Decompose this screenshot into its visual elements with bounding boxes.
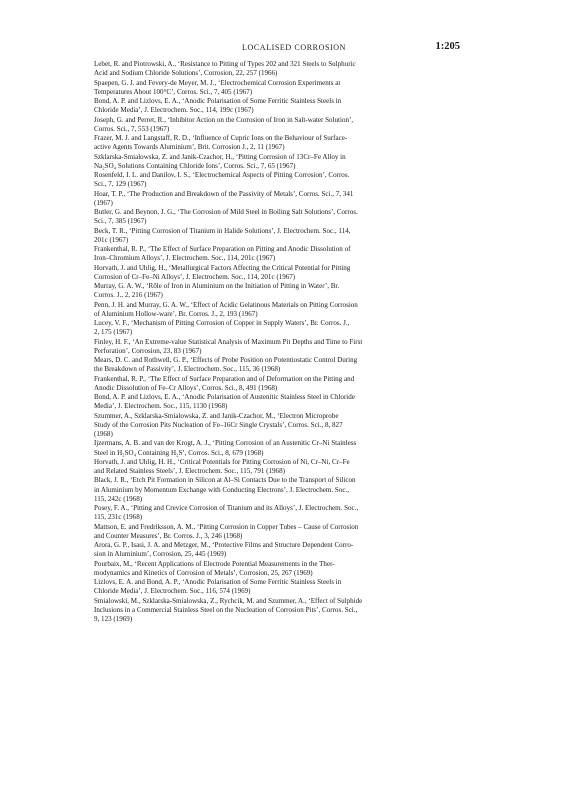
reference-line: Lebet, R. and Piotrowski, A., ‘Resistance to Pitting of Types 202 and 321 Steels to Sulphuric xyxy=(94,60,356,68)
reference-line: Corrosion of Cr–Fe–Ni Alloys’, J. Electrochem. Soc., 114, 201c (1967) xyxy=(94,272,296,281)
reference-line: Study of the Corrosion Pits Nucleation of Fe–16Cr Single Crystals’, Corros. Sci., 8, 827 xyxy=(94,420,343,429)
reference-item xyxy=(94,208,460,227)
reference-line: 201c (1967) xyxy=(94,235,129,244)
reference-line: Bond, A. P. and Lizlovs, E. A., ‘Anodic Polarisation of Some Ferritic Stainless Steels in xyxy=(94,97,342,105)
reference-line: the Breakdown of Passivity’, J. Electrochem. Soc., 115, 36 (1968) xyxy=(94,365,281,374)
reference-line: Smialowski, M., Szklarska-Smialowska, Z., Rychcik, M. and Szummer, A., ‘Effect of Sulphide xyxy=(94,596,363,605)
reference-item xyxy=(94,282,460,301)
reference-line: Frankenthal, R. P., ‘The Effect of Surface Preparation and of Deformation on the Pitting and xyxy=(94,374,355,383)
reference-item xyxy=(94,153,460,172)
reference-line: Chloride Media’, J. Electrochem. Soc., 116, 574 (1969) xyxy=(94,587,251,596)
reference-line: Lizlovs, E. A. and Bond, A. P., ‘Anodic Polarisation of Some Ferritic Stainless Steels in xyxy=(94,578,342,586)
reference-item xyxy=(94,134,460,153)
reference-line: Perforation’, Corrosion, 23, 83 (1967) xyxy=(94,346,202,355)
reference-line: Rosenfeld, I. L. and Danilov, I. S., ‘Electrochemical Aspects of Pitting Corrosion’, Corros. xyxy=(94,171,350,179)
reference-item xyxy=(94,458,460,477)
reference-line: Penn, J. H. and Murray, G. A. W., ‘Effect of Acidic Gelatinous Materials on Pitting Corrosion xyxy=(94,300,358,309)
reference-item xyxy=(94,541,460,560)
reference-item xyxy=(94,301,460,320)
reference-item xyxy=(94,523,460,542)
reference-line: 2, 175 (1967) xyxy=(94,328,133,337)
reference-line: Temperatures About 100°C’, Corros. Sci., 7, 405 (1967) xyxy=(94,87,253,96)
reference-line: Murray, G. A. W., ‘Rôle of Iron in Aluminium on the Initiation of Pitting in Water’, Br. xyxy=(94,282,340,290)
reference-line: Inclusions in a Commercial Stainless Steel on the Nucleation of Corrosion Pits’, Corros. Sci., xyxy=(94,605,358,614)
reference-item xyxy=(94,375,460,394)
reference-line: Posey, F. A., ‘Pitting and Crevice Corrosion of Titanium and its Alloys’, J. Electrochem. Soc., xyxy=(94,504,359,512)
reference-line: active Agents Towards Aluminium’, Brit. Corrosion J., 2, 11 (1967) xyxy=(94,143,285,152)
reference-line: Corros. J., 2, 216 (1967) xyxy=(94,291,163,300)
reference-item xyxy=(94,476,460,504)
reference-line: and Related Stainless Steels’, J. Electrochem. Soc., 115, 791 (1968) xyxy=(94,467,285,475)
reference-line: Beck, T. R., ‘Pitting Corrosion of Titanium in Halide Solutions’, J. Electrochem. Soc., 114, xyxy=(94,226,351,235)
reference-item xyxy=(94,227,460,246)
reference-line: of Aluminium Hollow-ware’, Br. Corros. J., 2, 193 (1967) xyxy=(94,309,258,318)
reference-item xyxy=(94,97,460,116)
reference-line: Joseph, G. and Perret, R., ‘Inhibitor Action on the Corrosion of Iron in Salt-water Solution’, xyxy=(94,115,354,124)
reference-list xyxy=(94,60,460,624)
reference-item xyxy=(94,171,460,190)
reference-item xyxy=(94,393,460,412)
reference-line: sion in Aluminium’, Corrosion, 25, 445 (1969) xyxy=(94,550,227,559)
reference-line: Na₂SO₄ Solutions Containing Chloride Ions’, Corros. Sci., 7, 65 (1967) xyxy=(94,161,296,170)
reference-line: Horvath, J. and Uhlig, H. H., ‘Critical Potentials for Pitting Corrosion of Ni, Cr–Ni, Cr–Fe xyxy=(94,457,350,466)
reference-item xyxy=(94,356,460,375)
reference-line: (1967) xyxy=(94,198,113,207)
reference-item xyxy=(94,264,460,283)
reference-line: Sci., 7, 385 (1967) xyxy=(94,217,147,226)
reference-line: Spaepen, G. J. and Fevery-de Meyer, M. J., ‘Electrochemical Corrosion Experiments at xyxy=(94,78,341,87)
reference-item xyxy=(94,597,460,625)
reference-line: Anodic Dissolution of Fe–Cr Alloys’, Corros. Sci., 8, 491 (1968) xyxy=(94,383,278,392)
reference-item xyxy=(94,319,460,338)
reference-item xyxy=(94,439,460,458)
reference-line: Finley, H. F., ‘An Extreme-value Statistical Analysis of Maximum Pit Depths and Time to First xyxy=(94,337,363,346)
running-title: LOCALISED CORROSION xyxy=(241,43,347,52)
reference-line: 115, 242c (1968) xyxy=(94,494,143,503)
reference-item xyxy=(94,504,460,523)
reference-item xyxy=(94,578,460,597)
reference-line: 9, 123 (1969) xyxy=(94,615,133,623)
reference-line: Pourbaix, M., ‘Recent Applications of Electrode Potential Measurements in the Ther- xyxy=(94,559,335,568)
reference-line: Sci., 7, 129 (1967) xyxy=(94,180,147,189)
reference-item xyxy=(94,560,460,579)
reference-line: Steel in H₂SO₄ Containing H₂S’, Corros. Sci., 8, 679 (1968) xyxy=(94,448,264,457)
reference-line: Bond, A. P. and Lizlovs, E. A., ‘Anodic Polarisation of Austenitic Stainless Steel in Chloride xyxy=(94,393,355,401)
reference-line: Iron–Chromium Alloys’, J. Electrochem. Soc., 114, 201c (1967) xyxy=(94,254,276,263)
reference-line: modynamics and Kinetics of Corrosion of Metals’, Corrosion, 25, 267 (1969) xyxy=(94,568,313,577)
reference-item xyxy=(94,79,460,98)
reference-line: Mears, D. C. and Rothwell, G. P., ‘Effects of Probe Position on Potentiostatic Control During xyxy=(94,356,358,364)
reference-line: and Counter Measures’, Br. Corros. J., 3, 246 (1968) xyxy=(94,531,243,540)
reference-line: Ijzermans, A. B. and van der Krogt, A. J., ‘Pitting Corrosion of an Austenitic Cr–Ni Stainless xyxy=(94,439,357,448)
reference-line: Szummer, A., Szklarska-Smialowska, Z. and Janik-Czachor, M., ‘Electron Microprobe xyxy=(94,411,339,420)
reference-line: Acid and Sodium Chloride Solutions’, Corrosion, 22, 257 (1966) xyxy=(94,69,278,78)
page-number: 1:205 xyxy=(435,41,460,52)
reference-line: Szklarska-Smialowska, Z. and Janik-Czachor, H., ‘Pitting Corrosion of 13Cr–Fe Alloy in xyxy=(94,152,346,161)
reference-line: Black, J. R., ‘Etch Pit Formation in Silicon at Al–Si Contacts Due to the Transport of Silicon xyxy=(94,476,356,485)
reference-item xyxy=(94,190,460,209)
reference-line: 115, 231c (1968) xyxy=(94,513,143,522)
reference-line: Media’, J. Electrochem. Soc., 115, 1130 (1968) xyxy=(94,402,228,411)
reference-item xyxy=(94,245,460,264)
reference-line: Frankenthal, R. P., ‘The Effect of Surface Preparation on Pitting and Anodic Dissolution of xyxy=(94,245,351,253)
reference-line: Mattson, E. and Fredriksson, A. M., ‘Pitting Corrosion in Copper Tubes – Cause of Corrosion xyxy=(94,522,359,531)
reference-line: Horvath, J. and Uhlig, H., ‘Metallurgical Factors Affecting the Critical Potential for Pitting xyxy=(94,263,351,272)
reference-item xyxy=(94,116,460,135)
reference-line: Frazer, M. J. and Langstaff, R. D., ‘Influence of Cupric Ions on the Behaviour of Surface- xyxy=(94,134,348,142)
reference-item xyxy=(94,338,460,357)
reference-line: Butler, G. and Beynon, J. G., ‘The Corrosion of Mild Steel in Boiling Salt Solutions’, Corros. xyxy=(94,208,358,216)
reference-line: in Aluminium by Momentum Exchange with Conducting Electrons’, J. Electrochem. Soc., xyxy=(94,485,350,494)
reference-item xyxy=(94,412,460,440)
reference-line: (1968) xyxy=(94,430,113,438)
reference-item xyxy=(94,60,460,79)
reference-line: Hoar, T. P., ‘The Production and Breakdown of the Passivity of Metals’, Corros. Sci., 7, 341 xyxy=(94,189,354,198)
reference-line: Lucey, V. F., ‘Mechanism of Pitting Corrosion of Copper in Supply Waters’, Br. Corros. J., xyxy=(94,319,350,327)
reference-line: Arora, G. P., Isasi, J. A. and Metzger, M., ‘Protective Films and Structure Dependent Corro- xyxy=(94,541,354,549)
reference-line: Corros. Sci., 7, 553 (1967) xyxy=(94,124,170,133)
page-header xyxy=(94,43,460,57)
reference-line: Chloride Media’, J. Electrochem. Soc., 114, 199c (1967) xyxy=(94,106,254,115)
